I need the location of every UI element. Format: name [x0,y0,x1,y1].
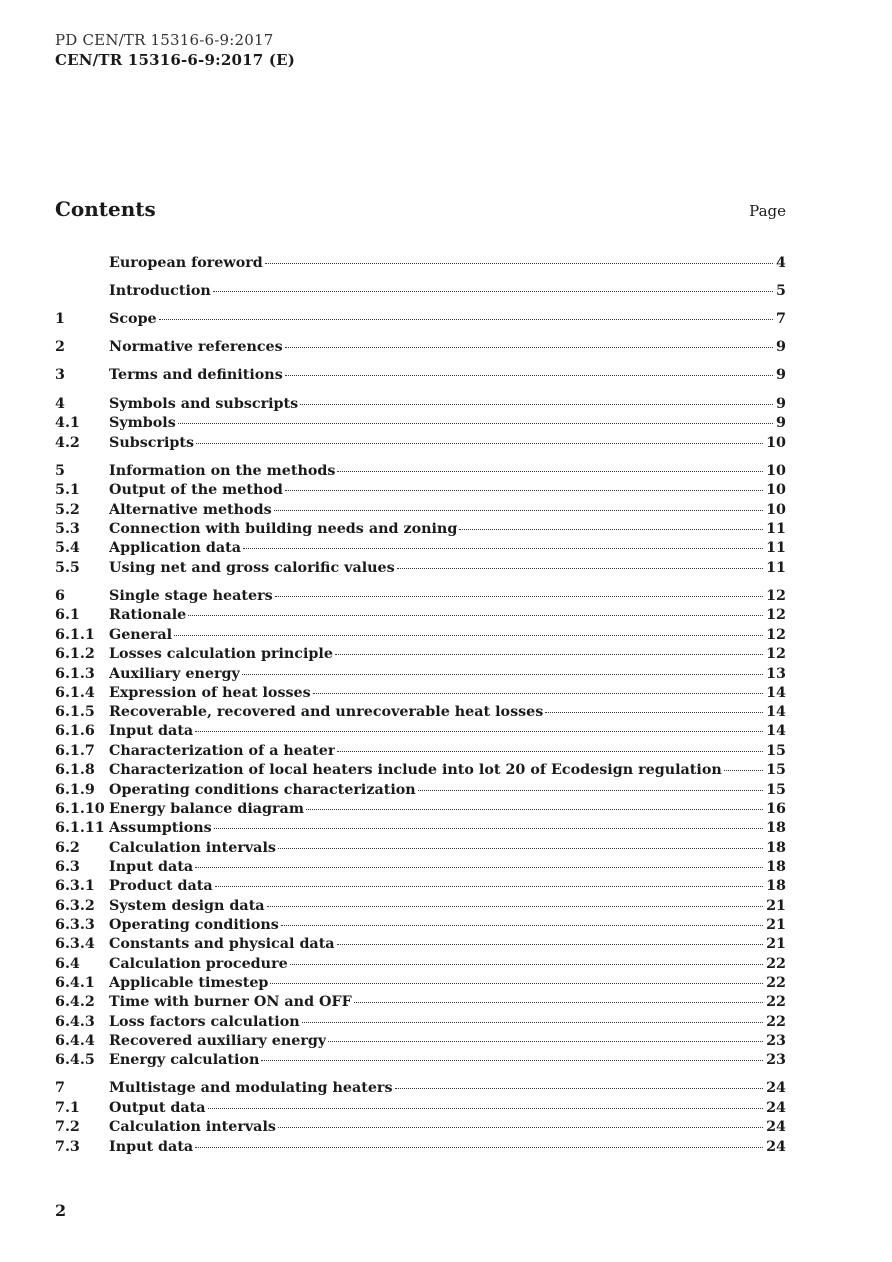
toc-entry[interactable] [55,955,786,974]
toc-entry-number: 6.3.3 [55,917,95,933]
toc-entry-number: 7 [55,1080,65,1096]
toc-entry-number: 6.4.5 [55,1052,95,1068]
toc-dot-leader [195,730,763,732]
toc-entry[interactable] [55,665,786,684]
toc-entry-title: Multistage and modulating heaters [109,1080,393,1096]
toc-entry-number: 6.1.4 [55,685,95,701]
toc-dot-leader [281,924,763,926]
toc-dot-leader [418,789,763,791]
toc-entry-title: Information on the methods [109,463,336,479]
toc-entry[interactable] [55,684,786,703]
toc-entry-page: 18 [766,859,786,875]
toc-dot-leader [354,1001,763,1003]
toc-dot-leader [196,442,763,444]
toc-dot-leader [285,374,773,376]
toc-dot-leader [243,547,763,549]
toc-entry[interactable] [55,761,786,780]
toc-entry-page: 12 [766,588,786,604]
toc-entry-number: 1 [55,311,65,327]
toc-dot-leader [545,711,763,713]
toc-entry-page: 9 [776,415,786,431]
toc-entry-number: 6.4.4 [55,1033,95,1049]
toc-dot-leader [278,1126,763,1128]
toc-entry-number: 6.3 [55,859,80,875]
toc-entry-number: 4 [55,396,65,412]
toc-entry-number: 6.1.6 [55,723,95,739]
toc-entry-page: 9 [776,339,786,355]
toc-dot-leader [275,595,763,597]
toc-entry-title: Calculation intervals [109,1119,276,1135]
toc-entry-number: 5 [55,463,65,479]
toc-entry-number: 5.3 [55,521,80,537]
toc-entry-page: 14 [766,723,786,739]
toc-entry[interactable] [55,366,786,385]
toc-entry-page: 11 [766,540,786,556]
toc-entry[interactable] [55,626,786,645]
toc-dot-leader [159,318,773,320]
toc-entry[interactable] [55,722,786,741]
toc-dot-leader [397,567,763,569]
toc-entry[interactable] [55,414,786,433]
toc-entry-title: Connection with building needs and zoning [109,521,458,537]
toc-entry-page: 7 [776,311,786,327]
toc-dot-leader [335,653,763,655]
toc-dot-leader [214,827,763,829]
toc-entry-title: Loss factors calculation [109,1014,300,1030]
toc-entry-page: 24 [766,1139,786,1155]
toc-entry-number: 6.3.1 [55,878,95,894]
toc-entry-page: 10 [766,482,786,498]
toc-entry-number: 6.3.2 [55,898,95,914]
page-title: Contents [55,197,156,221]
toc-entry[interactable] [55,1013,786,1032]
toc-dot-leader [265,262,773,264]
toc-entry-title: Using net and gross calorific values [109,560,395,576]
toc-dot-leader [242,673,763,675]
toc-entry-page: 12 [766,607,786,623]
toc-entry-title: Recoverable, recovered and unrecoverable heat losses [109,704,544,720]
toc-entry-title: Losses calculation principle [109,646,333,662]
toc-entry-page: 23 [766,1033,786,1049]
toc-dot-leader [195,1146,763,1148]
toc-entry-page: 9 [776,367,786,383]
toc-entry[interactable] [55,310,786,329]
toc-entry-title: Operating conditions [109,917,279,933]
toc-entry-page: 10 [766,502,786,518]
toc-entry-title: Operating conditions characterization [109,782,416,798]
toc-entry-page: 24 [766,1119,786,1135]
toc-entry[interactable] [55,462,786,481]
toc-entry-number: 5.2 [55,502,80,518]
toc-entry[interactable] [55,645,786,664]
toc-entry-title: General [109,627,173,643]
toc-dot-leader [285,489,763,491]
toc-entry[interactable] [55,819,786,838]
toc-dot-leader [337,750,763,752]
toc-entry[interactable] [55,742,786,761]
toc-dot-leader [724,769,763,771]
toc-entry-title: Normative references [109,339,283,355]
toc-dot-leader [395,1087,764,1089]
toc-entry-title: Subscripts [109,435,195,451]
toc-entry-page: 10 [766,435,786,451]
toc-entry-title: Auxiliary energy [109,666,240,682]
toc-entry-title: Energy balance diagram [109,801,304,817]
toc-dot-leader [302,1021,763,1023]
toc-entry[interactable] [55,877,786,896]
toc-entry-number: 5.4 [55,540,80,556]
toc-entry[interactable] [55,781,786,800]
toc-entry-page: 22 [766,975,786,991]
toc-dot-leader [300,403,773,405]
toc-entry-number: 5.1 [55,482,80,498]
toc-entry[interactable] [55,1099,786,1118]
toc-entry-page: 5 [776,283,786,299]
toc-entry-number: 6.2 [55,840,80,856]
toc-entry[interactable] [55,520,786,539]
toc-entry-title: Time with burner ON and OFF [109,994,352,1010]
toc-entry[interactable] [55,559,786,578]
toc-dot-leader [313,692,763,694]
toc-dot-leader [208,1107,764,1109]
toc-dot-leader [278,847,763,849]
toc-entry-title: Applicable timestep [109,975,269,991]
toc-entry-title: Terms and definitions [109,367,283,383]
toc-dot-leader [213,290,773,292]
toc-entry-title: Output of the method [109,482,283,498]
toc-dot-leader [267,905,764,907]
toc-entry[interactable] [55,916,786,935]
toc-entry-number: 4.2 [55,435,80,451]
toc-entry-title: Input data [109,723,194,739]
toc-entry-title: European foreword [109,255,263,271]
toc-entry-number: 7.3 [55,1139,80,1155]
toc-entry-title: Calculation intervals [109,840,276,856]
page-number: 2 [55,1201,67,1220]
toc-entry-page: 15 [766,762,786,778]
toc-entry-title: Introduction [109,283,211,299]
toc-entry-title: Product data [109,878,213,894]
toc-dot-leader [270,982,763,984]
toc-entry-page: 13 [766,666,786,682]
toc-dot-leader [328,1040,763,1042]
toc-entry-page: 15 [766,743,786,759]
toc-entry-number: 7.2 [55,1119,80,1135]
toc-entry-number: 6.1.7 [55,743,95,759]
toc-entry-title: Energy calculation [109,1052,260,1068]
toc-entry[interactable] [55,993,786,1012]
toc-entry-title: Application data [109,540,241,556]
toc-entry-number: 6.4 [55,956,80,972]
toc-entry[interactable] [55,539,786,558]
toc-entry-page: 24 [766,1080,786,1096]
toc-entry-page: 16 [766,801,786,817]
toc-entry-page: 11 [766,560,786,576]
toc-dot-leader [290,963,763,965]
toc-entry[interactable] [55,587,786,606]
toc-dot-leader [178,422,773,424]
toc-entry-number: 6.4.2 [55,994,95,1010]
toc-entry-number: 6.1.5 [55,704,95,720]
toc-entry-page: 24 [766,1100,786,1116]
toc-entry[interactable] [55,501,786,520]
toc-entry-page: 22 [766,1014,786,1030]
toc-entry-number: 7.1 [55,1100,80,1116]
toc-entry-number: 6.4.3 [55,1014,95,1030]
header-document-id-english: CEN/TR 15316-6-9:2017 (E) [55,51,296,69]
toc-entry-page: 15 [766,782,786,798]
toc-entry-number: 6.3.4 [55,936,95,952]
toc-entry-number: 2 [55,339,65,355]
toc-entry-title: System design data [109,898,265,914]
toc-entry-number: 6.1.9 [55,782,95,798]
toc-entry[interactable] [55,1032,786,1051]
toc-entry-page: 23 [766,1052,786,1068]
toc-entry[interactable] [55,897,786,916]
toc-entry-page: 21 [766,898,786,914]
toc-dot-leader [306,808,763,810]
page-column-label: Page [749,202,786,220]
toc-entry-page: 14 [766,685,786,701]
toc-dot-leader [337,943,764,945]
toc-entry[interactable] [55,481,786,500]
toc-entry-number: 3 [55,367,65,383]
toc-entry-title: Single stage heaters [109,588,273,604]
toc-entry-title: Assumptions [109,820,212,836]
toc-dot-leader [188,614,763,616]
toc-entry-title: Scope [109,311,157,327]
toc-entry-title: Input data [109,859,194,875]
toc-entry[interactable] [55,858,786,877]
header-document-id: PD CEN/TR 15316-6-9:2017 [55,31,274,49]
toc-dot-leader [215,885,763,887]
toc-entry-page: 18 [766,878,786,894]
toc-entry[interactable] [55,800,786,819]
toc-entry-title: Symbols [109,415,176,431]
toc-entry[interactable] [55,935,786,954]
toc-dot-leader [274,509,763,511]
toc-entry-title: Expression of heat losses [109,685,311,701]
toc-entry[interactable] [55,606,786,625]
toc-entry-number: 6.1.10 [55,801,105,817]
toc-entry-page: 10 [766,463,786,479]
toc-entry[interactable] [55,434,786,453]
toc-entry[interactable] [55,1118,786,1137]
toc-entry-page: 11 [766,521,786,537]
toc-entry-title: Alternative methods [109,502,272,518]
toc-entry-number: 6.1.3 [55,666,95,682]
toc-entry-page: 12 [766,646,786,662]
toc-entry-title: Output data [109,1100,206,1116]
toc-entry-page: 12 [766,627,786,643]
toc-dot-leader [174,634,763,636]
toc-entry[interactable] [55,839,786,858]
toc-entry[interactable] [55,338,786,357]
toc-entry[interactable] [55,1138,786,1157]
toc-dot-leader [459,528,763,530]
toc-entry[interactable] [55,974,786,993]
toc-entry-page: 21 [766,936,786,952]
toc-entry-page: 18 [766,840,786,856]
toc-entry-number: 6.1.8 [55,762,95,778]
toc-entry-number: 6.1.2 [55,646,95,662]
toc-entry-page: 4 [776,255,786,271]
toc-entry-page: 14 [766,704,786,720]
toc-dot-leader [337,470,763,472]
toc-entry-title: Characterization of a heater [109,743,336,759]
toc-entry-title: Constants and physical data [109,936,335,952]
toc-dot-leader [261,1059,763,1061]
toc-entry-number: 6 [55,588,65,604]
toc-entry-number: 6.1.11 [55,820,105,836]
toc-entry-number: 6.1 [55,607,80,623]
toc-entry-title: Recovered auxiliary energy [109,1033,327,1049]
toc-entry-title: Characterization of local heaters include into lot 20 of Ecodesign regulation [109,762,722,778]
toc-dot-leader [195,866,763,868]
toc-entry[interactable] [55,254,786,273]
toc-entry[interactable] [55,282,786,301]
toc-entry-title: Calculation procedure [109,956,288,972]
toc-dot-leader [285,346,773,348]
toc-entry-page: 21 [766,917,786,933]
toc-entry-title: Symbols and subscripts [109,396,299,412]
toc-entry[interactable] [55,1051,786,1070]
toc-entry[interactable] [55,703,786,722]
toc-entry-page: 22 [766,956,786,972]
toc-entry[interactable] [55,395,786,414]
toc-entry-number: 4.1 [55,415,80,431]
toc-entry[interactable] [55,1079,786,1098]
toc-entry-number: 6.1.1 [55,627,95,643]
toc-entry-page: 22 [766,994,786,1010]
toc-entry-number: 6.4.1 [55,975,95,991]
toc-entry-title: Input data [109,1139,194,1155]
toc-entry-page: 9 [776,396,786,412]
toc-entry-page: 18 [766,820,786,836]
toc-entry-title: Rationale [109,607,187,623]
toc-entry-number: 5.5 [55,560,80,576]
